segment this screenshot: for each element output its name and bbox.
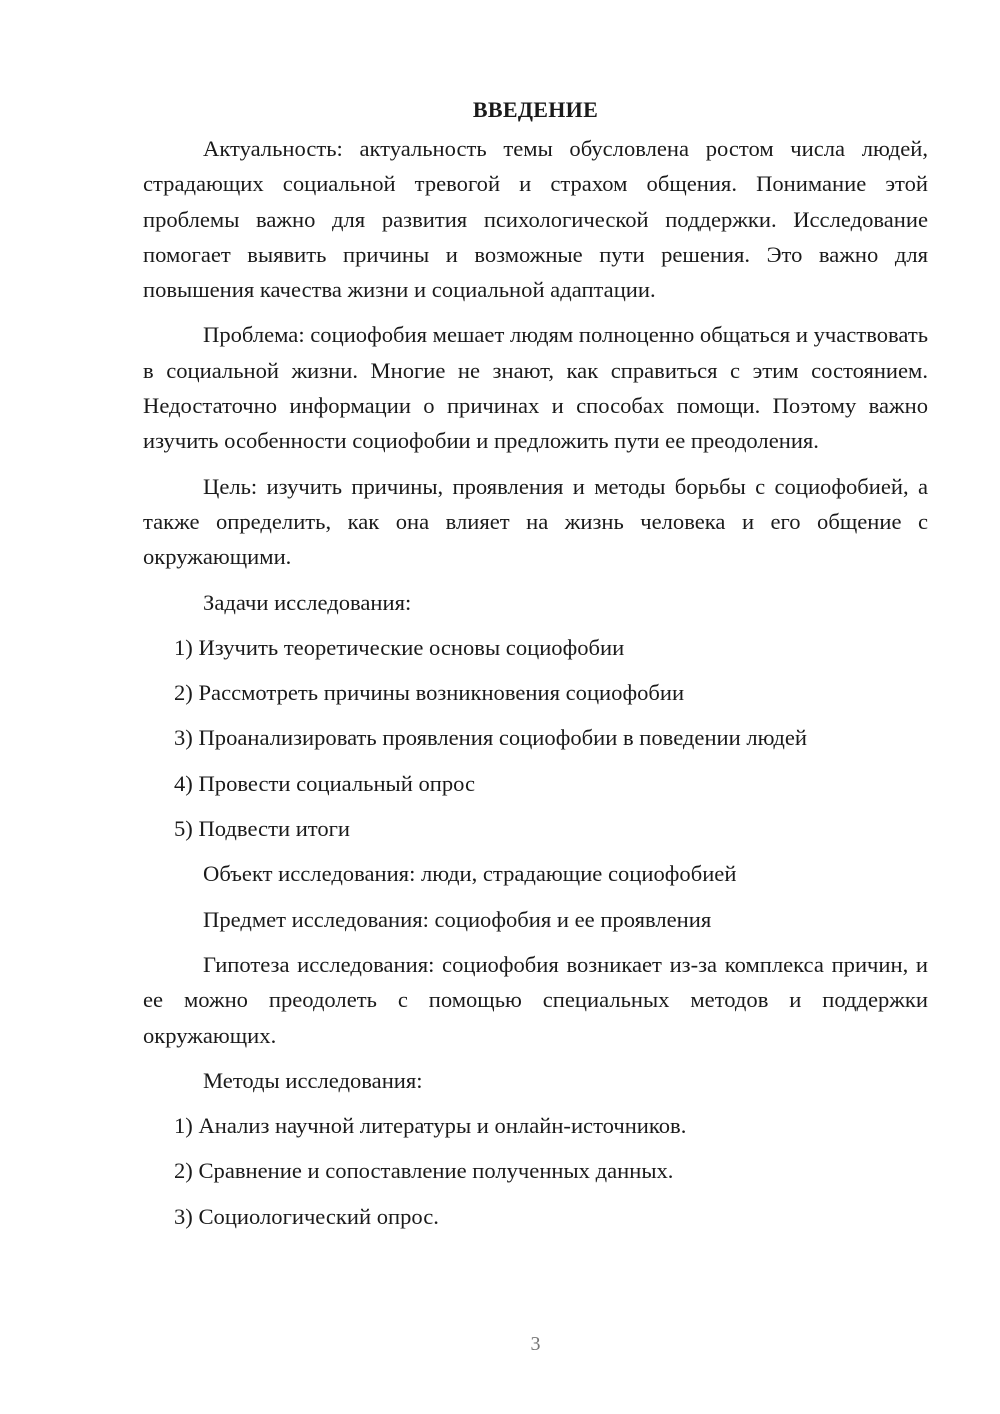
methods-heading: Методы исследования: bbox=[203, 1067, 423, 1093]
method-item: 1) Анализ научной литературы и онлайн-источников. bbox=[174, 1113, 687, 1139]
task-item: 2) Рассмотреть причины возникновения социофобии bbox=[174, 680, 685, 706]
goal-paragraph: Цель: изучить причины, проявления и методы борьбы с социофобией, а также определить, как она влияет на жизнь человека и его общение с окружающими. bbox=[143, 473, 928, 570]
research-object: Объект исследования: люди, страдающие социофобией bbox=[203, 861, 737, 887]
research-subject: Предмет исследования: социофобия и ее проявления bbox=[203, 906, 712, 932]
relevance-paragraph: Актуальность: актуальность темы обусловлена ростом числа людей, страдающих социальной тревогой и страхом общения. Понимание этой проблемы важно для развития психологической поддержки. Исследование помогает выявить причины и возможные пути решения. Это важно для повышения качества жизни и социальной адаптации. bbox=[143, 136, 928, 303]
task-item: 1) Изучить теоретические основы социофобии bbox=[174, 634, 625, 660]
task-item: 4) Провести социальный опрос bbox=[174, 770, 476, 796]
tasks-heading: Задачи исследования: bbox=[203, 589, 412, 615]
hypothesis-paragraph: Гипотеза исследования: социофобия возникает из-за комплекса причин, и ее можно преодолеть с помощью специальных методов и поддержки окружающих. bbox=[143, 951, 928, 1048]
problem-paragraph: Проблема: социофобия мешает людям полноценно общаться и участвовать в социальной жизни. Многие не знают, как справиться с этим состоянием. Недостаточно информации о причинах и способах помощи. Поэтому важно изучить особенности социофобии и предложить пути ее преодоления. bbox=[143, 322, 928, 454]
method-item: 3) Социологический опрос. bbox=[174, 1203, 439, 1229]
method-item: 2) Сравнение и сопоставление полученных данных. bbox=[174, 1158, 674, 1184]
task-item: 3) Проанализировать проявления социофобии в поведении людей bbox=[174, 725, 807, 751]
page-title: ВВЕДЕНИЕ bbox=[472, 97, 599, 122]
task-item: 5) Подвести итоги bbox=[174, 816, 351, 842]
document-page bbox=[143, 92, 928, 1244]
page-number: 3 bbox=[530, 1333, 541, 1355]
